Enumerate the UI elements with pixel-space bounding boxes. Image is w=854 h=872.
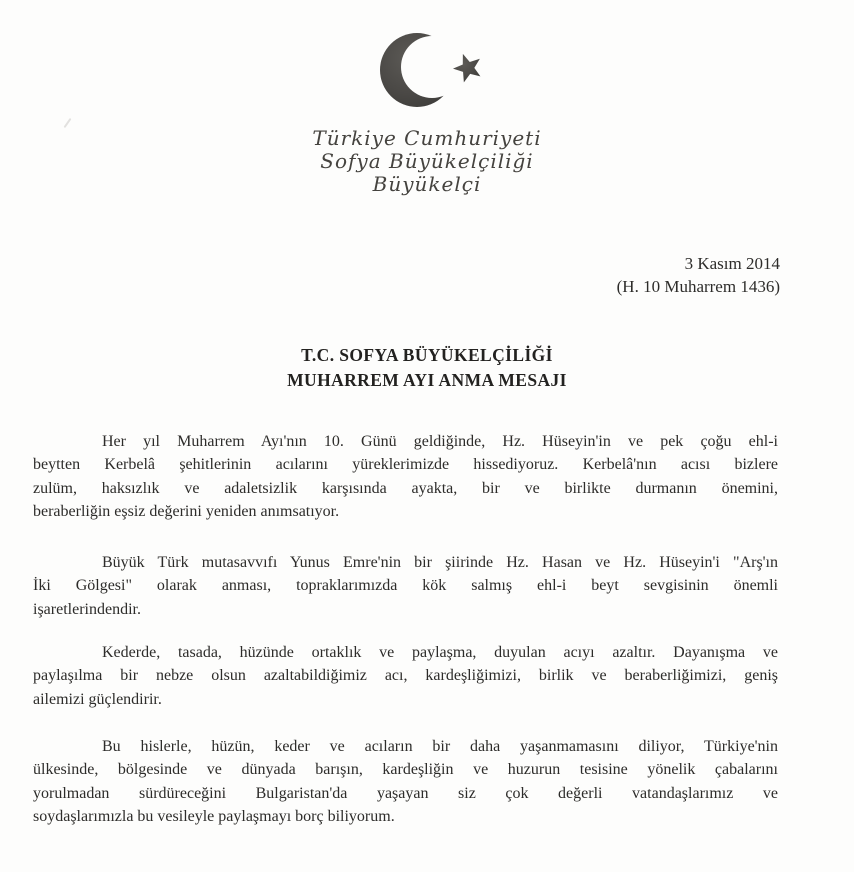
paragraph-line: yorulmadan sürdüreceğini Bulgaristan'da yaşayan siz çok değerli vatandaşlarımız ve — [33, 784, 778, 802]
paragraph-line: işaretlerindendir. — [33, 600, 141, 618]
document-title — [0, 343, 854, 393]
paragraph — [33, 735, 778, 829]
letterhead-line-embassy: Sofya Büyükelçiliği — [320, 149, 534, 173]
crescent-icon — [380, 33, 454, 107]
paragraph-line: zulüm, haksızlık ve adaletsizlik karşısında ayakta, bir ve birlikte durmanın önemini, — [33, 479, 778, 497]
paragraph-line: Her yıl Muharrem Ayı'nın 10. Günü geldiğinde, Hz. Hüseyin'in ve pek çoğu ehl-i — [102, 433, 778, 450]
paragraph-line: İki Gölgesi" olarak anması, topraklarımızda kök salmış ehl-i beyt sevgisinin önemli — [33, 577, 778, 595]
letterhead-line-country: Türkiye Cumhuriyeti — [312, 126, 542, 150]
paragraph — [33, 641, 778, 711]
date-hijri: (H. 10 Muharrem 1436) — [616, 277, 780, 296]
paragraph-line: Kederde, tasada, hüzünde ortaklık ve paylaşma, duyulan acıyı azaltır. Dayanışma ve — [102, 644, 778, 661]
crescent-star-emblem — [365, 18, 495, 128]
letterhead-line-ambassador: Büyükelçi — [372, 172, 482, 196]
paragraph-line: soydaşlarımızla bu vesileyle paylaşmayı borç biliyorum. — [33, 808, 395, 826]
paragraph-line: Büyük Türk mutasavvıfı Yunus Emre'nin bir şiirinde Hz. Hasan ve Hz. Hüseyin'i "Arş'ın — [102, 554, 778, 571]
star-icon — [449, 49, 485, 84]
title-line-1: T.C. SOFYA BÜYÜKELÇİLİĞİ — [301, 345, 553, 365]
paragraph-line: ailemizi güçlendirir. — [33, 690, 162, 708]
paragraph — [33, 551, 778, 621]
date-block — [617, 252, 780, 298]
paragraph-line: beytten Kerbelâ şehitlerinin acılarını yüreklerimizde hissediyoruz. Kerbelâ'nın acısı bizlere — [33, 456, 778, 474]
paragraph-line: beraberliğin eşsiz değerini yeniden anımsatıyor. — [33, 503, 340, 521]
paragraph-line: ülkesinde, bölgesinde ve dünyada barışın, kardeşliğin ve huzurun tesisine yönelik çabalarını — [33, 761, 778, 779]
paragraph-line: paylaşılma bir nebze olsun azaltabildiğimiz acı, kardeşliğimizi, birlik ve beraberliğimizi, geniş — [33, 667, 778, 685]
paragraph — [33, 430, 778, 524]
title-line-2: MUHARREM AYI ANMA MESAJI — [287, 370, 567, 390]
date-gregorian: 3 Kasım 2014 — [684, 254, 780, 273]
letterhead — [0, 127, 854, 196]
paragraph-line: Bu hislerle, hüzün, keder ve acıların bir daha yaşanmamasını diliyor, Türkiye'nin — [102, 738, 778, 755]
